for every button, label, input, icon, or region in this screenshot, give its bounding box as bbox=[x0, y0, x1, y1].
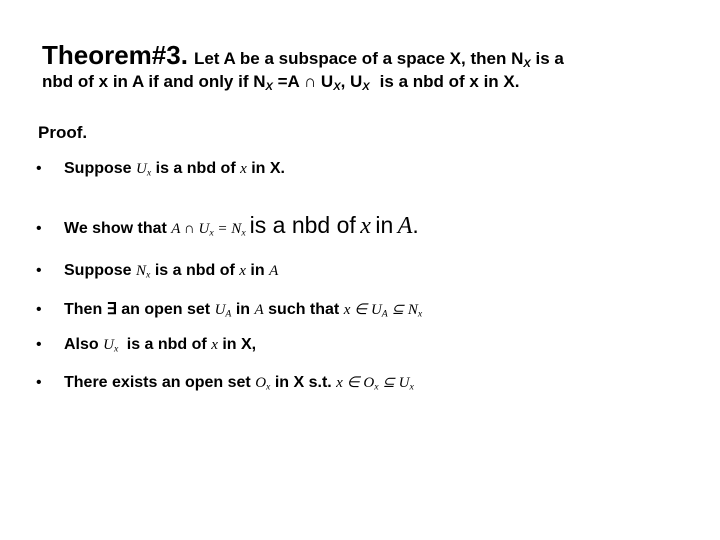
step-text: is a nbd of bbox=[155, 160, 236, 177]
math-symbol: N bbox=[136, 263, 147, 279]
proof-step bbox=[36, 262, 278, 280]
theorem-statement-part: is a bbox=[535, 49, 564, 68]
math-symbol: x bbox=[211, 337, 218, 353]
math-symbol: U bbox=[103, 337, 114, 353]
math-symbol: A ∩ U bbox=[171, 221, 210, 237]
math-subscript: x bbox=[266, 381, 271, 393]
bullet-icon: • bbox=[36, 336, 42, 353]
math-subscript: x bbox=[146, 269, 151, 281]
math-subscript: x bbox=[409, 381, 414, 393]
theorem-subscript: X bbox=[362, 80, 370, 93]
math-expr bbox=[136, 161, 151, 177]
theorem-title-line-2 bbox=[42, 72, 519, 92]
math-symbol: ⊆ N bbox=[391, 302, 418, 318]
theorem-title-line-1 bbox=[42, 40, 564, 71]
math-symbol: U bbox=[136, 161, 147, 177]
proof-step bbox=[36, 212, 419, 240]
proof-step bbox=[36, 373, 414, 392]
step-text: We show that bbox=[64, 220, 167, 237]
math-symbol: A bbox=[269, 263, 279, 279]
proof-step bbox=[36, 160, 285, 178]
theorem-statement-part: nbd of x in A if and only if N bbox=[42, 72, 266, 91]
step-text: Suppose bbox=[64, 160, 132, 177]
bullet-icon: • bbox=[36, 301, 42, 318]
step-text: There exists an open set bbox=[64, 374, 251, 391]
math-subscript: x bbox=[113, 343, 119, 355]
math-expr bbox=[171, 221, 245, 237]
math-symbol: x ∈ U bbox=[343, 302, 382, 318]
theorem-statement-part: Let A be a subspace of a space X, then N bbox=[193, 49, 524, 68]
math-expr bbox=[344, 302, 422, 318]
proof-label: Proof. bbox=[38, 123, 88, 142]
step-text: in X. bbox=[251, 160, 285, 177]
step-text: Then ∃ an open set bbox=[64, 301, 211, 318]
step-text-large: . bbox=[412, 212, 419, 238]
math-subscript: x bbox=[374, 381, 379, 393]
step-text: is a nbd of bbox=[154, 262, 235, 279]
step-text-large: is a nbd of bbox=[249, 212, 356, 238]
math-symbol: O bbox=[255, 375, 267, 391]
theorem-label: Theorem#3. bbox=[42, 40, 188, 70]
math-symbol: A bbox=[397, 213, 413, 239]
theorem-subscript: X bbox=[523, 57, 531, 70]
bullet-icon: • bbox=[36, 160, 42, 177]
math-symbol: U bbox=[214, 302, 226, 318]
math-symbol: x bbox=[240, 161, 247, 177]
step-text: in bbox=[250, 262, 265, 279]
step-text-large: in bbox=[375, 212, 394, 238]
theorem-statement-part: is a nbd of x in X. bbox=[379, 72, 520, 91]
step-text: in X, bbox=[222, 336, 257, 353]
math-symbol: x bbox=[239, 263, 246, 279]
math-symbol: x ∈ O bbox=[336, 375, 375, 391]
bullet-icon: • bbox=[36, 374, 42, 391]
math-expr bbox=[136, 263, 150, 279]
step-text: Also bbox=[64, 336, 99, 353]
math-subscript: x bbox=[417, 308, 423, 320]
theorem-subscript: X bbox=[265, 80, 273, 93]
math-subscript: x bbox=[146, 167, 152, 179]
theorem-subscript: X bbox=[333, 80, 341, 93]
math-expr bbox=[255, 375, 270, 391]
math-subscript: x bbox=[209, 227, 214, 239]
bullet-icon: • bbox=[36, 220, 42, 237]
step-text: is a nbd of bbox=[126, 336, 207, 353]
math-symbol: ⊆ U bbox=[382, 375, 410, 391]
step-text: Suppose bbox=[64, 262, 132, 279]
theorem-statement-part: =A ∩ U bbox=[277, 72, 334, 91]
proof-step bbox=[36, 299, 422, 319]
math-expr bbox=[103, 337, 118, 353]
math-expr bbox=[215, 302, 232, 318]
step-text: in X s.t. bbox=[274, 374, 332, 391]
step-text: such that bbox=[268, 301, 340, 318]
step-text: in bbox=[235, 301, 251, 318]
bullet-icon: • bbox=[36, 262, 42, 279]
math-symbol: = N bbox=[217, 221, 242, 237]
math-expr bbox=[336, 375, 414, 391]
math-subscript: A bbox=[225, 308, 232, 320]
math-subscript: x bbox=[241, 227, 246, 239]
math-subscript: A bbox=[381, 308, 388, 320]
proof-step bbox=[36, 336, 256, 354]
math-symbol: x bbox=[360, 213, 371, 239]
theorem-statement-part: , U bbox=[340, 72, 363, 91]
math-symbol: A bbox=[254, 302, 264, 318]
